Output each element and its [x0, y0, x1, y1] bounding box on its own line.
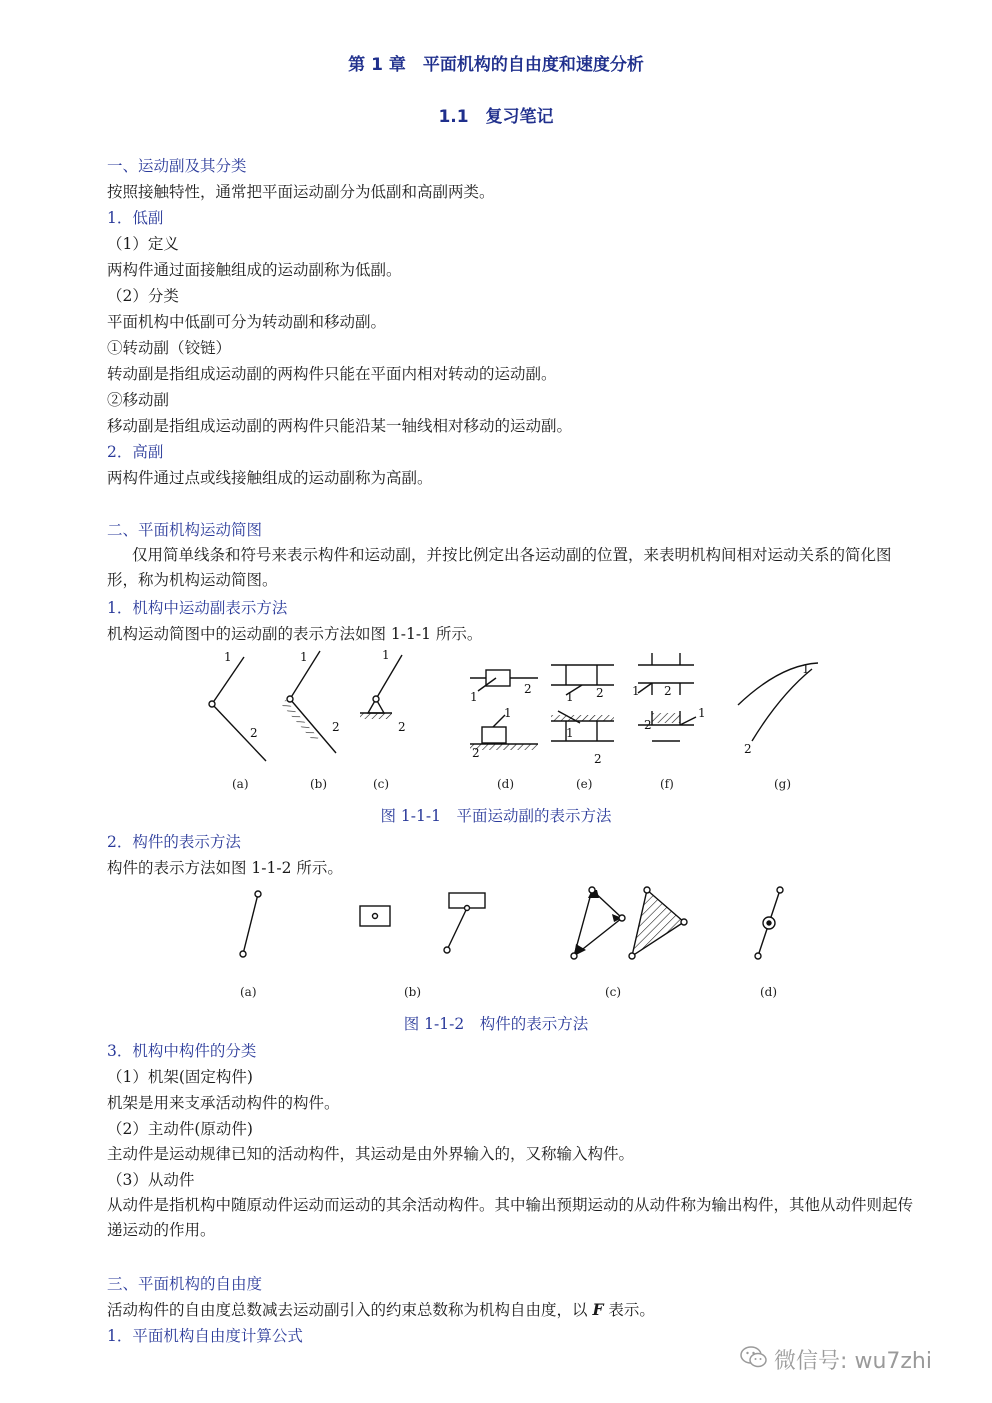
- fig1-e-n1: 1: [566, 690, 574, 704]
- fig1-g-n2: 2: [744, 742, 752, 756]
- fig1-c-n2: 2: [398, 720, 406, 734]
- low-pair-def-text: 两构件通过面接触组成的运动副称为低副。: [107, 261, 402, 279]
- dof-symbol: F: [592, 1300, 604, 1319]
- fig1-e-n2: 2: [596, 686, 604, 700]
- fig1-f-n1: 1: [632, 684, 640, 698]
- high-pair-text: 两构件通过点或线接触组成的运动副称为高副。: [107, 469, 433, 487]
- follower-label: （3）从动件: [107, 1171, 195, 1189]
- fig2-label-b: (b): [404, 985, 422, 999]
- fig1-f-n2b: 2: [644, 718, 652, 732]
- fig2-label-c: (c): [605, 985, 622, 999]
- prismatic-text: 移动副是指组成运动副的两构件只能沿某一轴线相对移动的运动副。: [107, 417, 573, 435]
- fig1-d-n1: 1: [470, 690, 478, 704]
- low-pair-heading: 1．低副: [107, 209, 164, 227]
- watermark-text: 微信号: wu7zhi: [774, 1349, 932, 1374]
- fig1-f-n1b: 1: [698, 706, 706, 720]
- fig1-a-n2: 2: [250, 726, 258, 740]
- section-title: 1.1 复习笔记: [438, 107, 554, 127]
- link-repr-text: 构件的表示方法如图 1-1-2 所示。: [107, 859, 343, 877]
- prismatic-label: ②移动副: [107, 391, 170, 409]
- low-pair-cls-text: 平面机构中低副可分为转动副和移动副。: [107, 313, 387, 331]
- pair-repr-heading: 1．机构中运动副表示方法: [107, 599, 288, 617]
- fig1-label-c: (c): [373, 777, 390, 791]
- fig1-label-d: (d): [497, 777, 515, 791]
- frame-text: 机架是用来支承活动构件的构件。: [107, 1094, 340, 1112]
- fig2-label-d: (d): [760, 985, 778, 999]
- section3-text: [107, 1298, 655, 1320]
- pair-repr-text: 机构运动简图中的运动副的表示方法如图 1-1-1 所示。: [107, 625, 483, 643]
- fig1-b-n1: 1: [300, 650, 308, 664]
- section3-heading: 三、平面机构的自由度: [107, 1275, 263, 1293]
- section3-text-pre: 活动构件的自由度总数减去运动副引入的约束总数称为机构自由度，以: [107, 1301, 593, 1319]
- wechat-icon: [740, 1345, 768, 1375]
- fig1-a-n1: 1: [224, 650, 232, 664]
- fig1-b-n2: 2: [332, 720, 340, 734]
- link-repr-heading: 2．构件的表示方法: [107, 833, 241, 851]
- follower-text: 从动件是指机构中随原动件运动而运动的其余活动构件。其中输出预期运动的从动件称为输出构件，其他从动件则起传递运动的作用。: [107, 1196, 914, 1239]
- fig1-g-n1: 1: [802, 662, 810, 676]
- fig1-label-b: (b): [310, 777, 328, 791]
- figure-1-1-2: [0, 878, 992, 1003]
- fig1-label-a: (a): [232, 777, 249, 791]
- revolute-label: ①转动副（铰链）: [107, 339, 232, 357]
- high-pair-heading: 2．高副: [107, 443, 164, 461]
- figure-1-1-2-caption: 图 1-1-2 构件的表示方法: [403, 1015, 589, 1033]
- frame-label: （1）机架(固定构件): [107, 1068, 253, 1086]
- fig1-e-n2b: 2: [594, 752, 602, 766]
- fig1-d-n2: 2: [524, 682, 532, 696]
- section2-intro: 仅用简单线条和符号来表示构件和运动副，并按比例定出各运动副的位置，来表明机构间相对运动关系的简化图形，称为机构运动简图。: [107, 546, 892, 589]
- member-cls-heading: 3．机构中构件的分类: [107, 1042, 257, 1060]
- revolute-text: 转动副是指组成运动副的两构件只能在平面内相对转动的运动副。: [107, 365, 557, 383]
- fig1-label-f: (f): [660, 777, 674, 791]
- section1-heading: 一、运动副及其分类: [107, 157, 247, 175]
- fig1-d-n1b: 1: [504, 706, 512, 720]
- watermark: [740, 1344, 932, 1375]
- figure-1-1-1-caption: 图 1-1-1 平面运动副的表示方法: [380, 807, 612, 825]
- dof-formula-heading: 1．平面机构自由度计算公式: [107, 1327, 303, 1345]
- fig2-label-a: (a): [240, 985, 257, 999]
- low-pair-cls-label: （2）分类: [107, 287, 179, 305]
- section1-intro: 按照接触特性，通常把平面运动副分为低副和高副两类。: [107, 183, 495, 201]
- fig1-label-e: (e): [576, 777, 593, 791]
- chapter-title: 第 1 章 平面机构的自由度和速度分析: [348, 55, 644, 75]
- driver-text: 主动件是运动规律已知的活动构件，其运动是由外界输入的，又称输入构件。: [107, 1145, 635, 1163]
- fig1-c-n1: 1: [382, 648, 390, 662]
- section3-text-post: 表示。: [603, 1301, 655, 1319]
- driver-label: （2）主动件(原动件): [107, 1120, 253, 1138]
- fig1-e-n1b: 1: [566, 726, 574, 740]
- fig1-f-n2: 2: [664, 684, 672, 698]
- low-pair-def-label: （1）定义: [107, 235, 179, 253]
- fig1-d-n2b: 2: [472, 746, 480, 760]
- section2-heading: 二、平面机构运动简图: [107, 521, 263, 539]
- fig1-label-g: (g): [774, 777, 792, 791]
- figure-1-1-1: [0, 645, 992, 800]
